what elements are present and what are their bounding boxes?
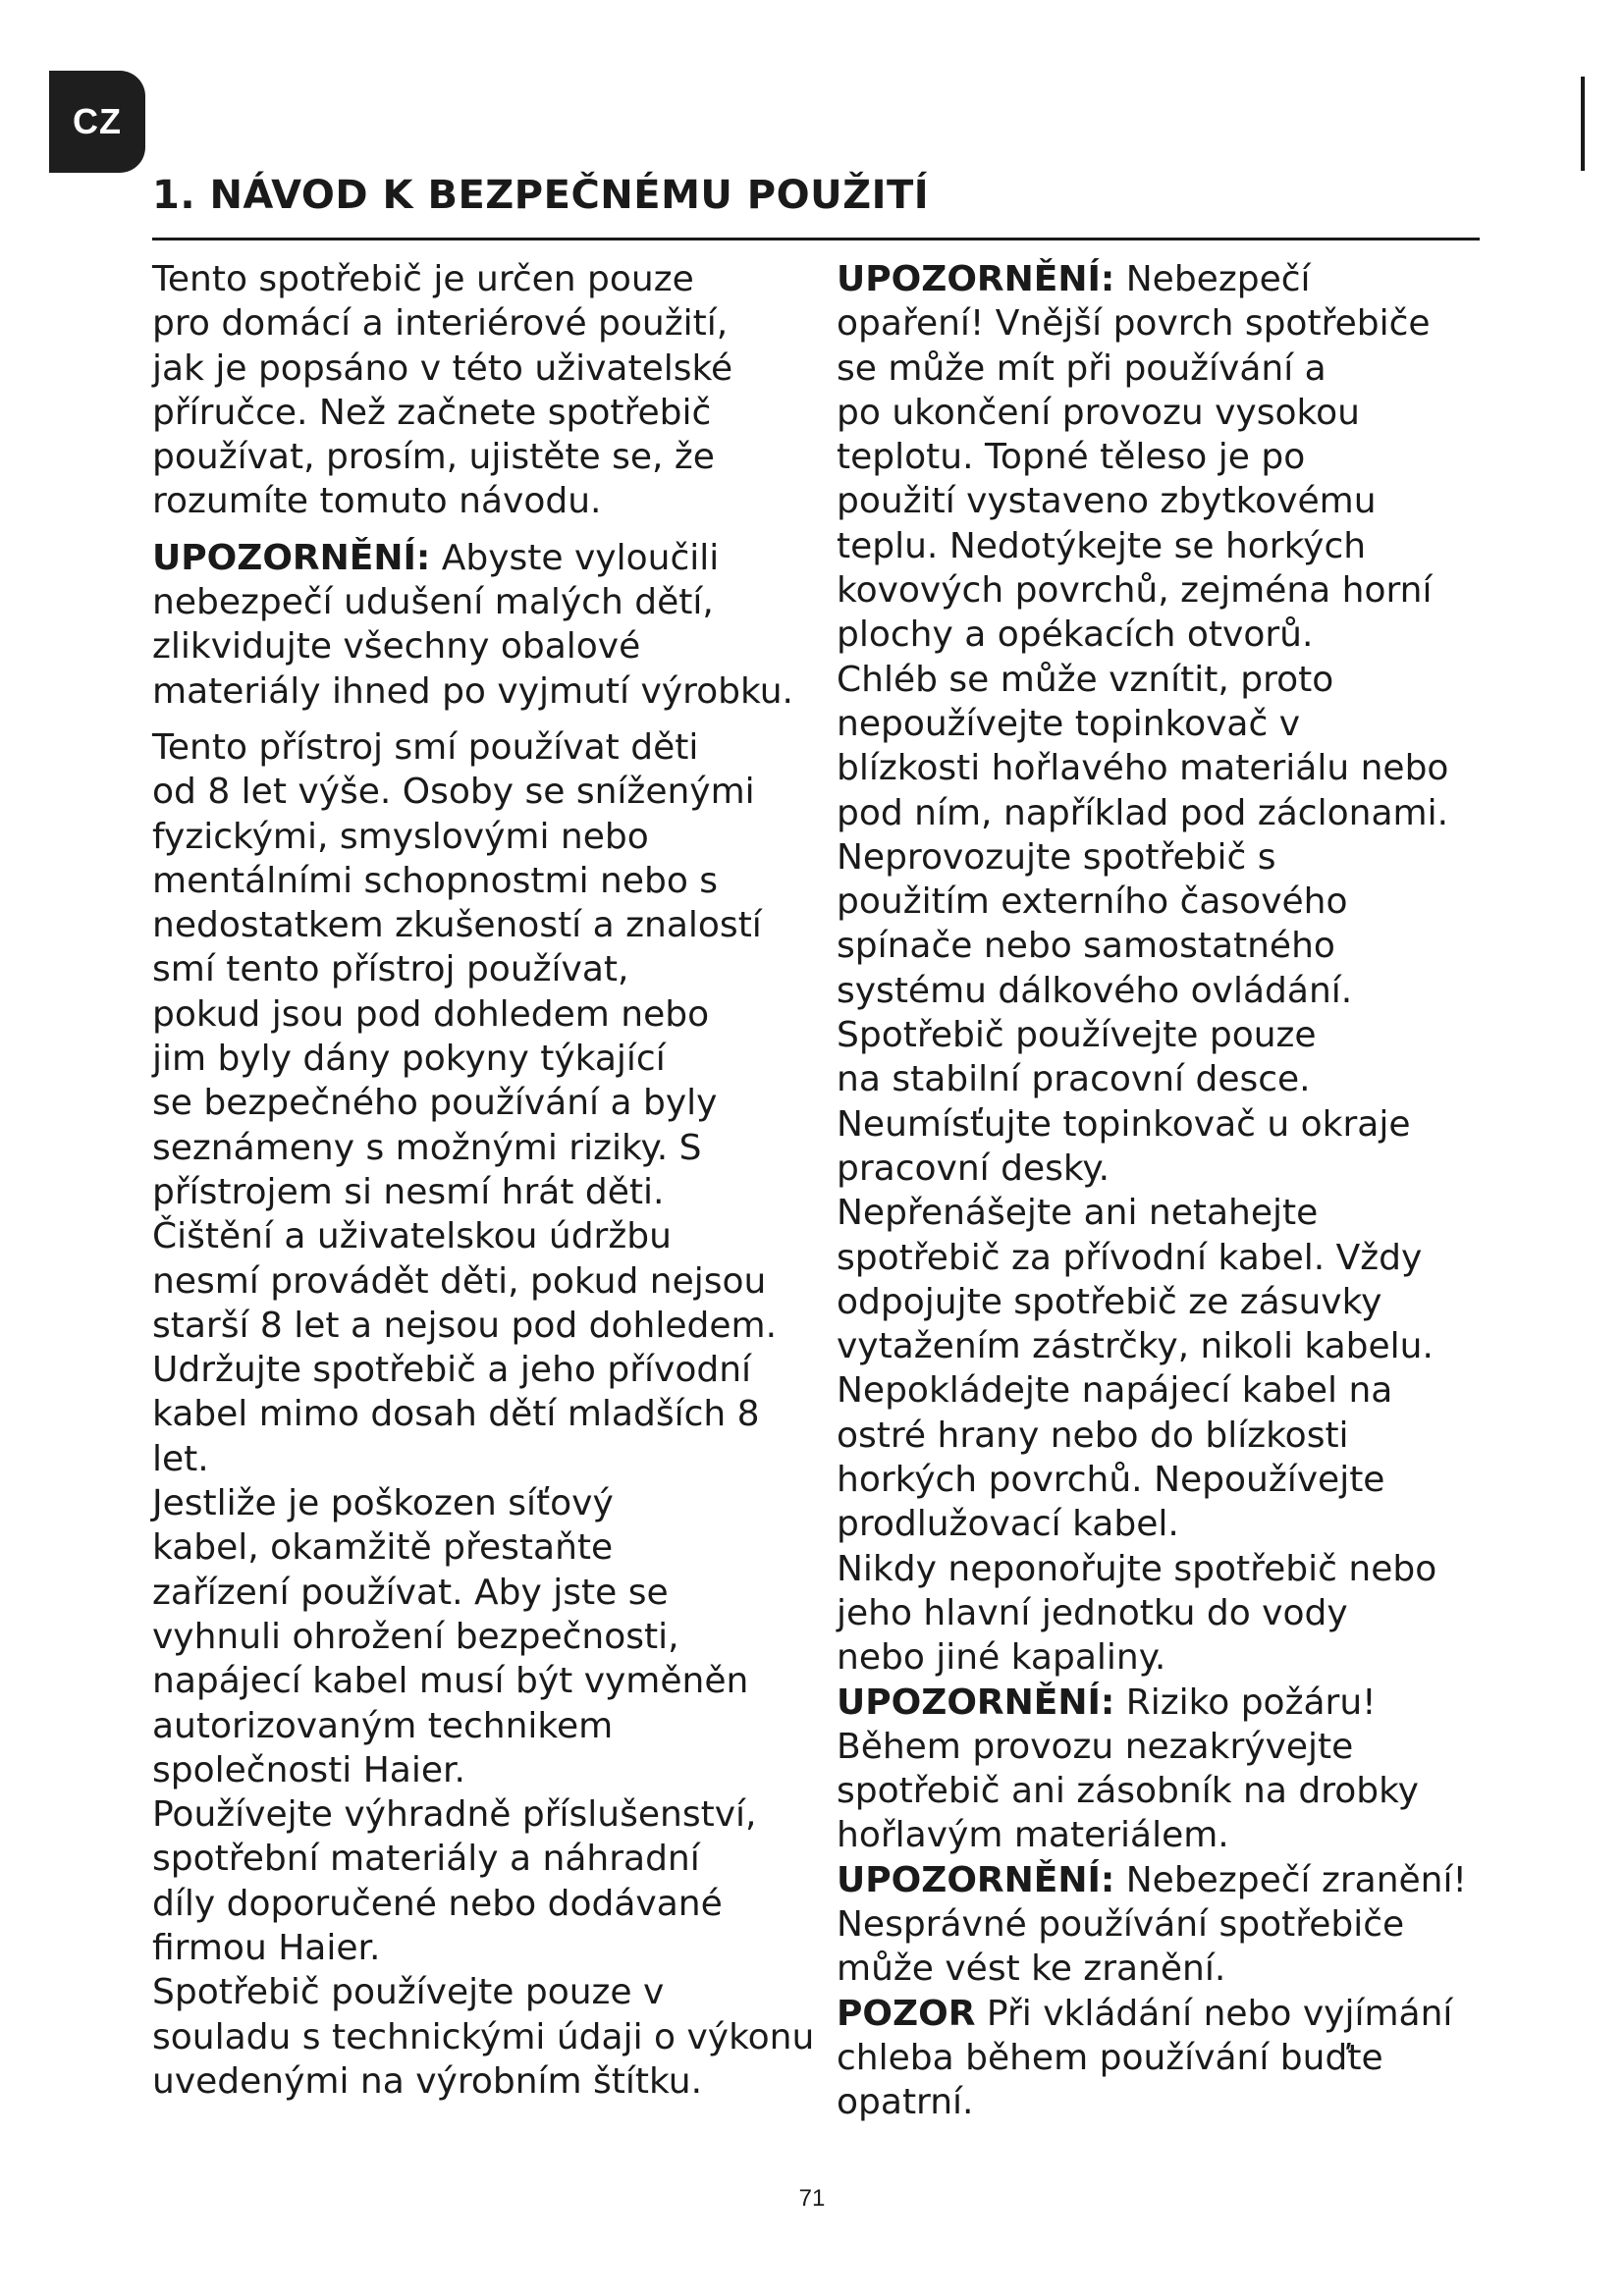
page-number: 71 bbox=[798, 2185, 826, 2212]
injury-warning: UPOZORNĚNÍ: Nebezpečí zranění! Nesprávné používání spotřebiče může vést ke zranění. bbox=[837, 1859, 1467, 1990]
warning-label: UPOZORNĚNÍ: bbox=[152, 537, 431, 578]
fire-warning: UPOZORNĚNÍ: Riziko požáru! Během provozu nezakrývejte spotřebič ani zásobník na drobky hořlavým materiálem. bbox=[837, 1682, 1419, 1856]
rating-label-paragraph: Spotřebič používejte pouze v souladu s technickými údaji o výkonu uvedenými na výrobním štítku. bbox=[152, 1972, 815, 2102]
suffocation-warning: UPOZORNĚNÍ: Abyste vyloučili nebezpečí udušení malých dětí, zlikvidujte všechny obalové materiály ihned po vyjmutí výrobku. bbox=[152, 537, 793, 712]
page-edge-marker bbox=[1581, 77, 1585, 171]
warning-label: UPOZORNĚNÍ: bbox=[837, 1682, 1115, 1723]
intended-use-paragraph: Tento spotřebič je určen pouze pro domácí a interiérové použití, jak je popsáno v této uživatelské příručce. Než začnete spotřebič používat, prosím, ujistěte se, že rozumíte tomuto návodu. bbox=[152, 259, 733, 522]
children-usage-paragraph: Tento přístroj smí používat děti od 8 let výše. Osoby se sníženými fyzickými, smyslovými nebo mentálními schopnostmi nebo s nedostatkem zkušeností a znalostí smí tento přístroj používat, pokud jsou pod dohledem nebo jim byly dány pokyny týkající se bezpečného používání a byly seznámeny s možnými riziky. S přístrojem si nesmí hrát děti. Čištění a uživatelskou údržbu nesmí provádět děti, pokud nejsou starší 8 let a nejsou pod dohledem. Udržujte spotřebič a jeho přívodní kabel mimo dosah dětí mladších 8 let. bbox=[152, 726, 778, 1479]
warning-label: UPOZORNĚNÍ: bbox=[837, 259, 1115, 299]
warning-label: UPOZORNĚNÍ: bbox=[837, 1859, 1115, 1900]
title-divider bbox=[152, 238, 1480, 240]
page-title: 1. NÁVOD K BEZPEČNÉMU POUŽITÍ bbox=[152, 173, 930, 218]
left-column bbox=[152, 257, 830, 2104]
accessories-paragraph: Používejte výhradně příslušenství, spotřební materiály a náhradní díly doporučené nebo dodávané firmou Haier. bbox=[152, 1794, 757, 1968]
caution-label: POZOR bbox=[837, 1993, 976, 2034]
damaged-cable-paragraph: Jestliže je poškozen síťový kabel, okamžitě přestaňte zařízení používat. Aby jste se vyhnuli ohrožení bezpečnosti, napájecí kabel musí být vyměněn autorizovaným technikem společnosti Haier. bbox=[152, 1483, 749, 1790]
burn-warning: UPOZORNĚNÍ: Nebezpečí opaření! Vnější povrch spotřebiče se může mít při používání a po ukončení provozu vysokou teplotu. Topné těleso je po použití vystaveno zbytkovému teplu. Nedotýkejte se horkých kovových povrchů, zejména horní plochy a opékacích otvorů. Chléb se může vznítit, proto nepoužívejte topinkovač v blízkosti hořlavého materiálu nebo pod ním, například pod záclonami. Neprovozujte spotřebič s použitím externího časového spínače nebo samostatného systému dálkového ovládání. Spotřebič používejte pouze na stabilní pracovní desce. Neumísťujte topinkovač u okraje pracovní desky. Nepřenášejte ani netahejte spotřebič za přívodní kabel. Vždy odpojujte spotřebič ze zásuvky vytažením zástrčky, nikoli kabelu. Nepokládejte napájecí kabel na ostré hrany nebo do blízkosti horkých povrchů. Nepoužívejte prodlužovací kabel. Nikdy neponořujte spotřebič nebo jeho hlavní jednotku do vody nebo jiné kapaliny. bbox=[837, 259, 1449, 1679]
right-column bbox=[837, 257, 1485, 2124]
caution-note: POZOR Při vkládání nebo vyjímání chleba během používání buďte opatrní. bbox=[837, 1993, 1453, 2123]
language-tab: CZ bbox=[49, 71, 145, 173]
